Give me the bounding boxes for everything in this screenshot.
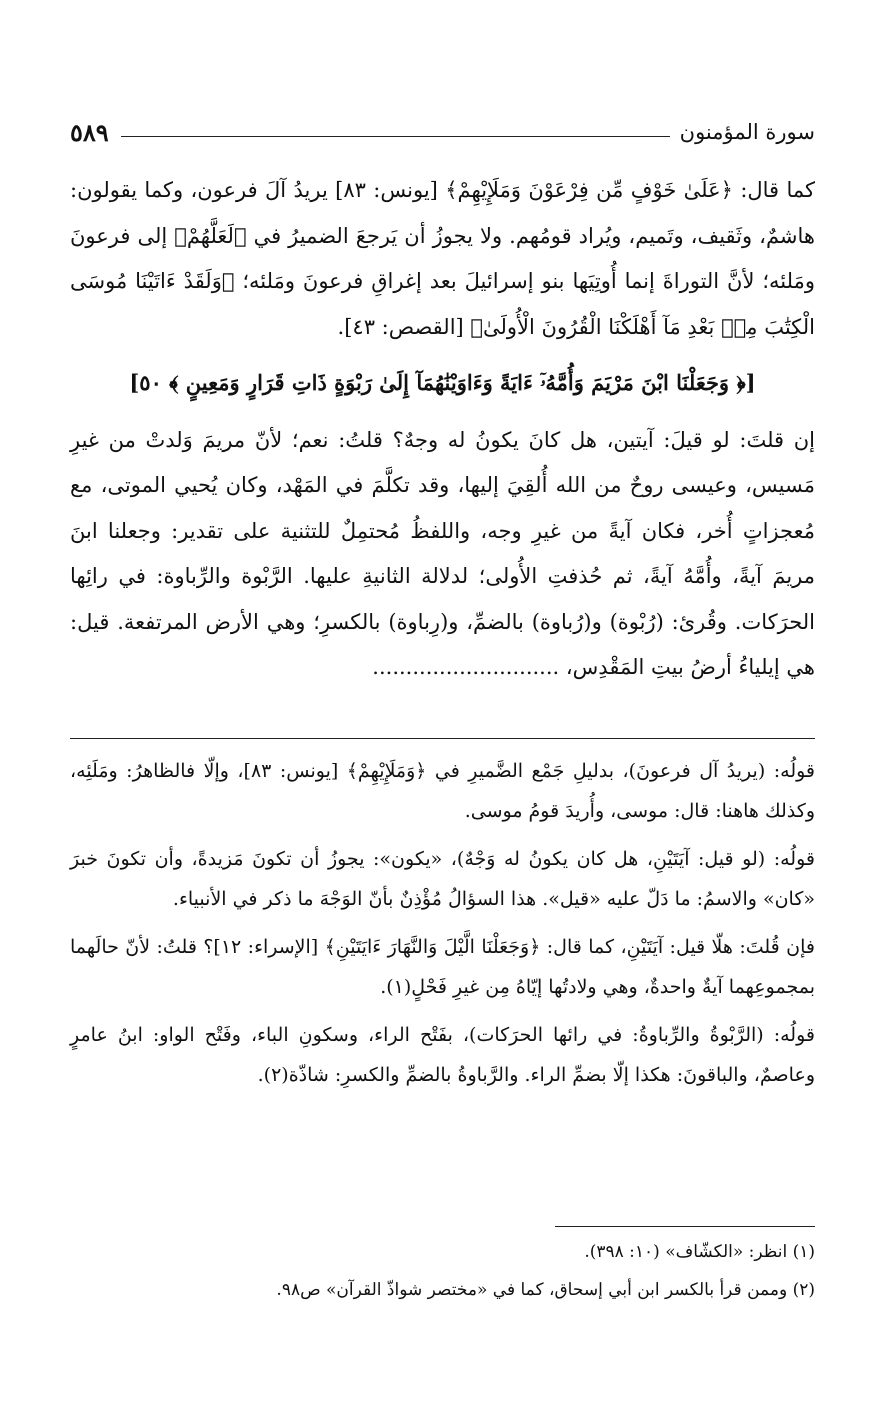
page-number: ٥٨٩ [70, 117, 109, 147]
surah-title: سورة المؤمنون [679, 120, 815, 144]
main-paragraph-1: كما قال: ﴿عَلَىٰ خَوْفٍ مِّن فِرْعَوْنَ وَمَلَإِيْهِمْ﴾ [يونس: ٨٣] يريدُ آلَ فرعون، وكما يقولون: هاشمٌ، وثَقيف، وتَميم، ويُراد قومُهم. ولا يجوزُ أن يَرجعَ الضميرُ في ﴿لَعَلَّهُمْ﴾ إلى فرعونَ ومَلئه؛ لأنَّ التوراةَ إنما أُوتِيَها بنو إسرائيلَ بعد إغراقِ فرعونَ ومَلئه؛ ﴿وَلَقَدْ ءَاتَيْنَا مُوسَى الْكِتَٰبَ مِنۢ بَعْدِ مَآ أَهْلَكْنَا الْقُرُونَ الْأُولَىٰ﴾ [القصص: ٤٣]. [70, 178, 815, 339]
commentary-paragraph-1: قولُه: (يريدُ آل فرعونَ)، بدليلِ جَمْع الضَّميرِ في ﴿وَمَلَإِيْهِمْ﴾ [يونس: ٨٣]، وإلّا فالظاهرُ: ومَلَئِه، وكذلك هاهنا: قال: موسى، وأُريدَ قومُ موسى. [70, 760, 815, 822]
footnote-1: (١) انظر: «الكشّاف» (١٠: ٣٩٨). [584, 1242, 815, 1262]
footnotes [70, 1226, 815, 1309]
main-text [70, 168, 815, 691]
page-header [70, 112, 815, 152]
footnote-2: (٢) وممن قرأ بالكسر ابن أبي إسحاق، كما في «مختصر شواذّ القرآن» ص٩٨. [276, 1280, 815, 1300]
header-rule [121, 136, 670, 137]
commentary-section [70, 738, 815, 1103]
commentary-paragraph-4: قولُه: (الرَّبْوةُ والرِّباوةُ: في رائها الحرَكات)، بفَتْح الراء، وسكونِ الباء، وفَتْح الواو: ابنُ عامرٍ وعاصمٌ، والباقونَ: هكذا إلّا بضمِّ الراء. والرَّباوةُ بالضمِّ والكسرِ: شاذّة(٢). [70, 1024, 815, 1086]
footnote-rule [555, 1226, 815, 1227]
quran-verse: [﴿ وَجَعَلْنَا ابْنَ مَرْيَمَ وَأُمَّهُۥٓ ءَايَةً وَءَاوَيْنَٰهُمَآ إِلَىٰ رَبْوَةٍ ذَاتِ قَرَارٍ وَمَعِينٍ ﴾ ٥٠] [129, 370, 756, 395]
main-paragraph-2: إن قلتَ: لو قيلَ: آيتين، هل كانَ يكونُ له وجهٌ؟ قلتُ: نعم؛ لأنّ مريمَ وَلدتْ من غيرِ مَسيس، وعيسى روحٌ من الله أُلقِيَ إليها، وقد تكلَّمَ في المَهْد، وكان يُحيي الموتى، مع مُعجزاتٍ أُخر، فكان آيةً من غيرِ وجه، واللفظُ مُحتمِلٌ للتثنية على تقدير: وجعلنا ابنَ مريمَ آيةً، وأُمَّهُ آيةً، ثم حُذفتِ الأُولى؛ لدلالة الثانيةِ عليها. الرَّبْوة والرِّباوة: في رائِها الحرَكات. وقُرئ: (رُبْوة) و(رُباوة) بالضمِّ، و(رِباوة) بالكسرِ؛ وهي الأرض المرتفعة. قيل: هي إيلياءُ أرضُ بيتِ المَقْدِس، ............................ [70, 427, 815, 679]
commentary-paragraph-3: فإن قُلتَ: هلّا قيل: آيَتَيْنِ، كما قال: ﴿وَجَعَلْنَا الَّيْلَ وَالنَّهَارَ ءَايَتَيْنِ﴾ [الإسراء: ١٢]؟ قلتُ: لأنّ حالَهما بمجموعِهما آيةٌ واحدةٌ، وهي ولادتُها إيّاهُ مِن غيرِ فَحْلٍ(١). [70, 936, 815, 998]
commentary-paragraph-2: قولُه: (لو قيل: آيَتَيْنِ، هل كان يكونُ له وَجْهٌ)، «يكون»: يجوزُ أن تكونَ مَزيدةً، وأن تكونَ خبرَ «كان» والاسمُ: ما دَلّ عليه «قيل». هذا السؤالُ مُؤْذِنٌ بأنّ الوَجْهَ ما ذكر في الأنبياء. [70, 848, 815, 910]
